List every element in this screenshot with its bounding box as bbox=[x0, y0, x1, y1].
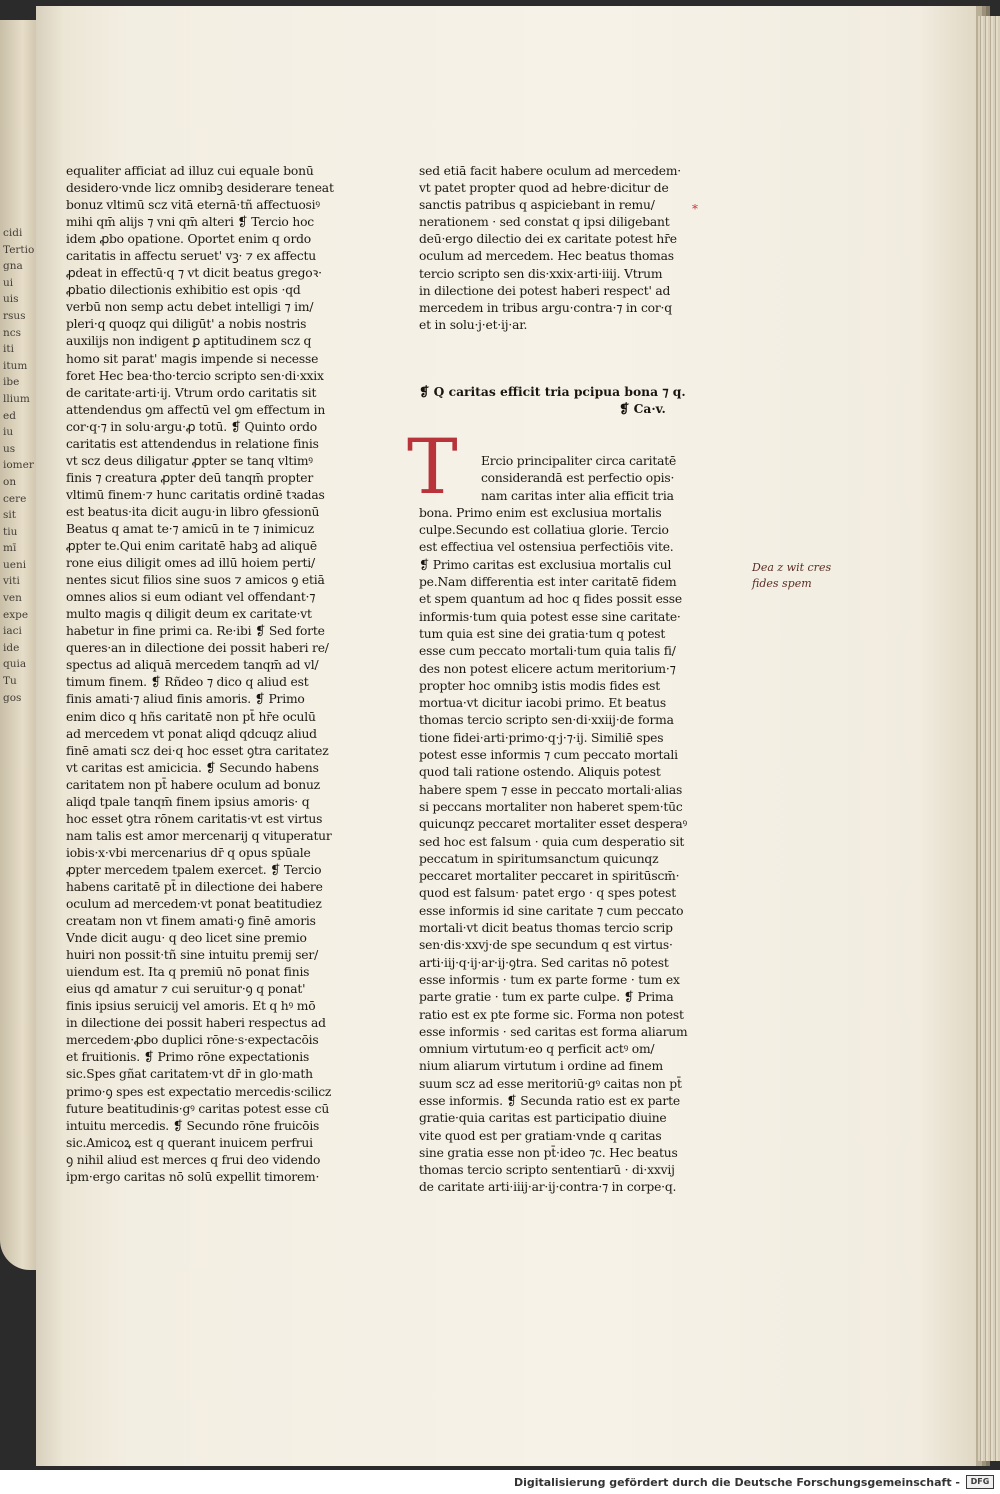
fragment-line: ven bbox=[3, 592, 22, 605]
chapter-heading bbox=[419, 384, 729, 416]
fragment-line: expe bbox=[3, 608, 29, 621]
funding-credit: Digitalisierung gefördert durch die Deutsche Forschungsgemeinschaft - bbox=[513, 1475, 960, 1489]
fragment-line: ncs bbox=[3, 326, 22, 339]
text-line: informis·tum quia potest esse sine caritate· bbox=[419, 609, 681, 624]
text-line: mercedem in tribus argu·contra·⁊ in cor·q bbox=[419, 300, 672, 315]
text-line: in dilectione dei possit haberi respectus ad bbox=[66, 1016, 326, 1031]
text-line: bonuz vltimū scz vitā eternā·tñ affectuosiꝰ bbox=[66, 198, 320, 213]
text-line: idem ꝓbo opatione. Oportet enim q ordo bbox=[66, 232, 311, 247]
text-line: quod est falsum· patet ergo · q spes potest bbox=[419, 886, 676, 901]
text-line: de caritate·arti·ij. Vtrum ordo caritatis sit bbox=[66, 385, 317, 400]
fragment-line: ed bbox=[3, 409, 16, 422]
fragment-line: iti bbox=[3, 343, 14, 356]
text-line: esse informis id sine caritate ⁊ cum peccato bbox=[419, 903, 684, 918]
text-line: sic.Spes gñat caritatem·vt dr̄ in glo·math bbox=[66, 1067, 313, 1082]
text-line: creatam non vt finem amati·ꝯ finē amoris bbox=[66, 914, 316, 929]
text-line: des non potest elicere actum meritorium·⁊ bbox=[419, 661, 676, 676]
text-line: ꝓdeat in effectū·q ⁊ vt dicit beatus gregoꝛ· bbox=[66, 266, 322, 281]
text-line: suum scz ad esse meritoriū·gꝰ caitas non pt̄ bbox=[419, 1076, 682, 1091]
text-line: nium aliarum virtutum i ordine ad finem bbox=[419, 1059, 663, 1074]
text-line: habere spem ⁊ esse in peccato mortali·alias bbox=[419, 782, 683, 797]
text-line: oculum ad mercedem. Hec beatus thomas bbox=[419, 249, 674, 264]
text-line: esse informis · tum ex parte forme · tum ex bbox=[419, 972, 680, 987]
text-line: ꝓpter mercedem tpalem exercet. ❡ Tercio bbox=[66, 862, 322, 877]
text-line: vite quod est per gratiam·vnde q caritas bbox=[419, 1128, 662, 1143]
dfg-logo: DFG bbox=[966, 1475, 994, 1489]
text-line: mortua·vt dicitur iacobi primo. Et beatus bbox=[419, 696, 667, 711]
text-line: sed etiā facit habere oculum ad mercedem· bbox=[419, 164, 682, 178]
fragment-line: rsus bbox=[3, 309, 26, 322]
fragment-line: Tu bbox=[3, 675, 17, 688]
text-line: Beatus q amat te·⁊ amicū in te ⁊ inimicuz bbox=[66, 521, 314, 536]
text-line: et fruitionis. ❡ Primo rōne expectationis bbox=[66, 1050, 310, 1065]
text-line: sic.Amicoꝝ est q querant inuicem perfrui bbox=[66, 1135, 313, 1150]
text-line: quicunqz peccaret mortaliter esset desperaꝰ bbox=[419, 817, 687, 832]
text-line: ratio est ex pte forme sic. Forma non potest bbox=[419, 1007, 684, 1022]
fragment-line: uis bbox=[3, 293, 19, 306]
text-line: tione fidei·arti·primo·q·j·⁊·ij. Similiē spes bbox=[419, 730, 664, 745]
text-line: bona. Primo enim est exclusiua mortalis bbox=[419, 505, 662, 520]
fragment-line: tiu bbox=[3, 525, 18, 538]
text-line: finis ⁊ creatura ꝓpter deū tanqm̄ propter bbox=[66, 470, 314, 485]
left-text-column bbox=[66, 163, 366, 1186]
text-line: quod tali ratione ostendo. Aliquis potest bbox=[419, 765, 661, 780]
text-line: in dilectione dei potest haberi respect' ad bbox=[419, 283, 671, 298]
text-line: multo magis q diligit deum ex caritate·vt bbox=[66, 607, 312, 622]
text-line: est beatus·ita dicit augu·in libro ꝯfessionū bbox=[66, 504, 320, 519]
text-line: gratie·quia caritas est participatio diuine bbox=[419, 1111, 667, 1126]
text-line: equaliter afficiat ad illuz cui equale bonū bbox=[66, 164, 314, 178]
text-line: attendendus ꝯm affectū vel ꝯm effectum in bbox=[66, 402, 326, 417]
fragment-line: ide bbox=[3, 641, 20, 654]
fragment-line: sit bbox=[3, 509, 16, 522]
text-line: propter hoc omnibꝫ istis modis fides est bbox=[419, 678, 660, 693]
text-line: si peccans mortaliter non haberet spem·tūc bbox=[419, 799, 683, 814]
text-line: peccaret mortaliter peccaret in spiritūscm̄· bbox=[419, 869, 680, 884]
chapter-number: ❡ Ca·v. bbox=[619, 401, 666, 416]
text-line: et in solu·j·et·ij·ar. bbox=[419, 317, 528, 332]
fragment-line: iu bbox=[3, 426, 14, 439]
text-line: est effectiua vel ostensiua perfectiōis vite. bbox=[419, 540, 674, 555]
marginal-note-line: Dea z wit cres bbox=[752, 561, 832, 574]
fragment-line: gna bbox=[3, 260, 23, 273]
text-line: desidero·vnde licz omnibꝫ desiderare teneat bbox=[66, 181, 334, 196]
text-line: parte gratie · tum ex parte culpe. ❡ Prima bbox=[419, 990, 674, 1005]
text-line: caritatis in affectu seruet' vꝫ· ⁊ ex affectu bbox=[66, 249, 316, 264]
text-line: ꝓbatio dilectionis exhibitio est opis ·qd bbox=[66, 283, 301, 298]
text-line: esse informis · sed caritas est forma aliarum bbox=[419, 1024, 688, 1039]
text-line: deū·ergo dilectio dei ex caritate potest hr̄e bbox=[419, 232, 677, 247]
text-line: esse informis. ❡ Secunda ratio est ex parte bbox=[419, 1093, 680, 1108]
text-line: sed hoc est falsum · quia cum desperatio sit bbox=[419, 834, 685, 849]
handwritten-marginal-note bbox=[752, 560, 831, 592]
text-line: caritatis est attendendus in relatione finis bbox=[66, 436, 319, 451]
text-line: mortali·vt dicit beatus thomas tercio scrip bbox=[419, 921, 673, 936]
fragment-line: cere bbox=[3, 492, 27, 505]
fragment-line: on bbox=[3, 475, 17, 488]
text-line: hoc esset ꝯtra rōnem caritatis·vt est virtus bbox=[66, 811, 323, 826]
text-line: sanctis patribus q aspiciebant in remu/ bbox=[419, 198, 655, 213]
fragment-line: iomer bbox=[3, 459, 34, 472]
text-line: enim dico q hñs caritatē non pt̄ hr̄e oculū bbox=[66, 709, 316, 724]
text-line: tercio scripto sen dis·xxix·arti·iiij. Vtrum bbox=[419, 266, 663, 281]
text-line: caritatem non pt̄ habere oculum ad bonuz bbox=[66, 777, 320, 792]
text-line: intuitu mercedis. ❡ Secundo rōne fruicōis bbox=[66, 1118, 320, 1133]
marginal-note-line: fides spem bbox=[752, 577, 812, 590]
previous-page-text-fragment bbox=[3, 225, 37, 706]
previous-page-edge bbox=[0, 20, 38, 1270]
text-line: et spem quantum ad hoc q fides possit esse bbox=[419, 592, 682, 607]
text-line: sine gratia esse non pt̄·ideo ⁊c. Hec beatus bbox=[419, 1145, 678, 1160]
text-line: potest esse informis ⁊ cum peccato mortali bbox=[419, 748, 678, 763]
right-text-column bbox=[419, 453, 723, 1197]
text-line: nerationem · sed constat q ipsi diligebant bbox=[419, 215, 670, 230]
fragment-line: Tertio bbox=[3, 243, 35, 256]
fragment-line: cidi bbox=[3, 227, 23, 239]
text-line: ❡ Primo caritas est exclusiua mortalis cul bbox=[419, 557, 672, 572]
text-line: vltimū finem·⁊ hunc caritatis ordinē tꝛadas bbox=[66, 487, 325, 502]
page-block-edge bbox=[978, 16, 1000, 1461]
red-initial-letter: T bbox=[407, 422, 458, 511]
text-line: sen·dis·xxvj·de spe secundum q est virtus· bbox=[419, 938, 673, 953]
text-line: homo sit parat' magis impende si necesse bbox=[66, 351, 319, 366]
text-line: finis ipsius seruicij vel amoris. Et q hꝰ mō bbox=[66, 999, 316, 1014]
text-line: vt caritas est amicicia. ❡ Secundo habens bbox=[66, 760, 319, 775]
text-line: future beatitudinis·gꝰ caritas potest esse cū bbox=[66, 1101, 330, 1116]
text-line: iobis·x·vbi mercenarius dr̄ q opus spūale bbox=[66, 845, 311, 860]
text-line: aliqd tpale tanqm̄ finem ipsius amoris· q bbox=[66, 794, 310, 809]
red-rubric-mark: ⁎ bbox=[692, 198, 698, 212]
text-line: vt patet propter quod ad hebre·dicitur de bbox=[419, 181, 669, 196]
text-line: ꝯ nihil aliud est merces q frui deo videndo bbox=[66, 1152, 321, 1167]
text-line: verbū non semp actu debet intelligi ⁊ im/ bbox=[66, 300, 314, 315]
fragment-line: ui bbox=[3, 276, 14, 289]
text-line: oculum ad mercedem·vt ponat beatitudiez bbox=[66, 897, 322, 912]
text-line: habetur in fine primi ca. Re·ibi ❡ Sed forte bbox=[66, 624, 325, 639]
text-line: finē amati scz dei·q hoc esset ꝯtra caritatez bbox=[66, 743, 329, 758]
text-line: pe.Nam differentia est inter caritatē fidem bbox=[419, 575, 677, 590]
text-line: omnes alios si eum odiant vel offendant·⁊ bbox=[66, 590, 316, 605]
text-line: nentes sicut filios sine suos ⁊ amicos ꝯ etiā bbox=[66, 573, 325, 588]
text-line: cor·q·⁊ in solu·argu·ꝓ totū. ❡ Quinto ordo bbox=[66, 419, 317, 434]
text-line: arti·iij·q·ij·ar·ij·ꝯtra. Sed caritas nō potest bbox=[419, 955, 669, 970]
right-column-continuation bbox=[419, 163, 723, 334]
text-line: considerandā est perfectio opis· bbox=[481, 471, 675, 486]
fragment-line: mī bbox=[3, 542, 17, 555]
fragment-line: ibe bbox=[3, 376, 20, 389]
text-line: foret Hec bea·tho·tercio scripto sen·di·xxix bbox=[66, 368, 324, 383]
text-line: habens caritatē pt̄ in dilectione dei habere bbox=[66, 879, 323, 894]
text-line: ꝓpter te.Qui enim caritatē habꝫ ad aliquē bbox=[66, 539, 317, 554]
fragment-line: llium bbox=[3, 392, 30, 405]
text-line: timum finem. ❡ Rñdeo ⁊ dico q aliud est bbox=[66, 675, 309, 690]
text-line: queres·an in dilectione dei possit haberi re/ bbox=[66, 641, 329, 656]
text-line: nam caritas inter alia efficit tria bbox=[481, 488, 674, 503]
text-line: uiendum est. Ita q premiū nō ponat finis bbox=[66, 965, 310, 980]
text-line: vt scz deus diligatur ꝓpter se tanq vltimꝰ bbox=[66, 453, 313, 468]
text-line: omnium virtutum·eo q perficit actꝰ om/ bbox=[419, 1042, 655, 1057]
text-line: culpe.Secundo est collatiua glorie. Tercio bbox=[419, 523, 669, 538]
text-line: Ercio principaliter circa caritatē bbox=[481, 454, 677, 468]
text-line: peccatum in spiritumsanctum quicunqz bbox=[419, 851, 659, 866]
text-line: de caritate arti·iiij·ar·ij·contra·⁊ in corpe·q. bbox=[419, 1180, 677, 1195]
text-line: ipm·ergo caritas nō solū expellit timorem· bbox=[66, 1169, 320, 1184]
text-line: auxilijs non indigent ꝑ aptitudinem scz q bbox=[66, 334, 312, 349]
text-line: ad mercedem vt ponat aliqd qdcuqz aliud bbox=[66, 726, 317, 741]
text-line: eius qd amatur ⁊ cui seruitur·ꝯ q ponat' bbox=[66, 982, 306, 997]
text-line: mihi qm̄ alijs ⁊ vni qm̄ alteri ❡ Tercio hoc bbox=[66, 215, 314, 230]
fragment-line: viti bbox=[3, 575, 20, 588]
text-line: Vnde dicit augu· q deo licet sine premio bbox=[66, 931, 307, 946]
text-line: thomas tercio scripto sententiarū · di·xxvij bbox=[419, 1163, 675, 1178]
text-line: esse cum peccato mortali·tum quia talis fi/ bbox=[419, 644, 676, 659]
text-line: primo·ꝯ spes est expectatio mercedis·scilicz bbox=[66, 1084, 332, 1099]
fragment-line: quia bbox=[3, 658, 27, 671]
fragment-line: us bbox=[3, 442, 16, 455]
text-line: finis amati·⁊ aliud finis amoris. ❡ Primo bbox=[66, 692, 305, 707]
text-line: thomas tercio scripto sen·di·xxiij·de forma bbox=[419, 713, 674, 728]
text-line: huiri non possit·tñ sine intuitu premij ser/ bbox=[66, 948, 319, 963]
fragment-line: gos bbox=[3, 691, 22, 704]
text-line: nam talis est amor mercenarij q vituperatur bbox=[66, 828, 332, 843]
text-line: pleri·q quoqz qui diligūt' a nobis nostris bbox=[66, 317, 307, 332]
text-line: tum quia est sine dei gratia·tum q potest bbox=[419, 626, 666, 641]
fragment-line: iaci bbox=[3, 625, 22, 638]
text-line: spectus ad aliquā mercedem tanqm̄ ad vl/ bbox=[66, 658, 319, 673]
digitization-footer bbox=[0, 1470, 1000, 1493]
fragment-line: ueni bbox=[3, 558, 27, 571]
chapter-heading-title: ❡ Q caritas efficit tria pcipua bona ⁊ q. bbox=[419, 384, 686, 399]
text-line: mercedem·ꝓbo duplici rōne·s·expectacōis bbox=[66, 1033, 319, 1048]
text-line: rone eius diligit omes ad illū hoiem perti/ bbox=[66, 556, 315, 571]
fragment-line: itum bbox=[3, 359, 28, 372]
